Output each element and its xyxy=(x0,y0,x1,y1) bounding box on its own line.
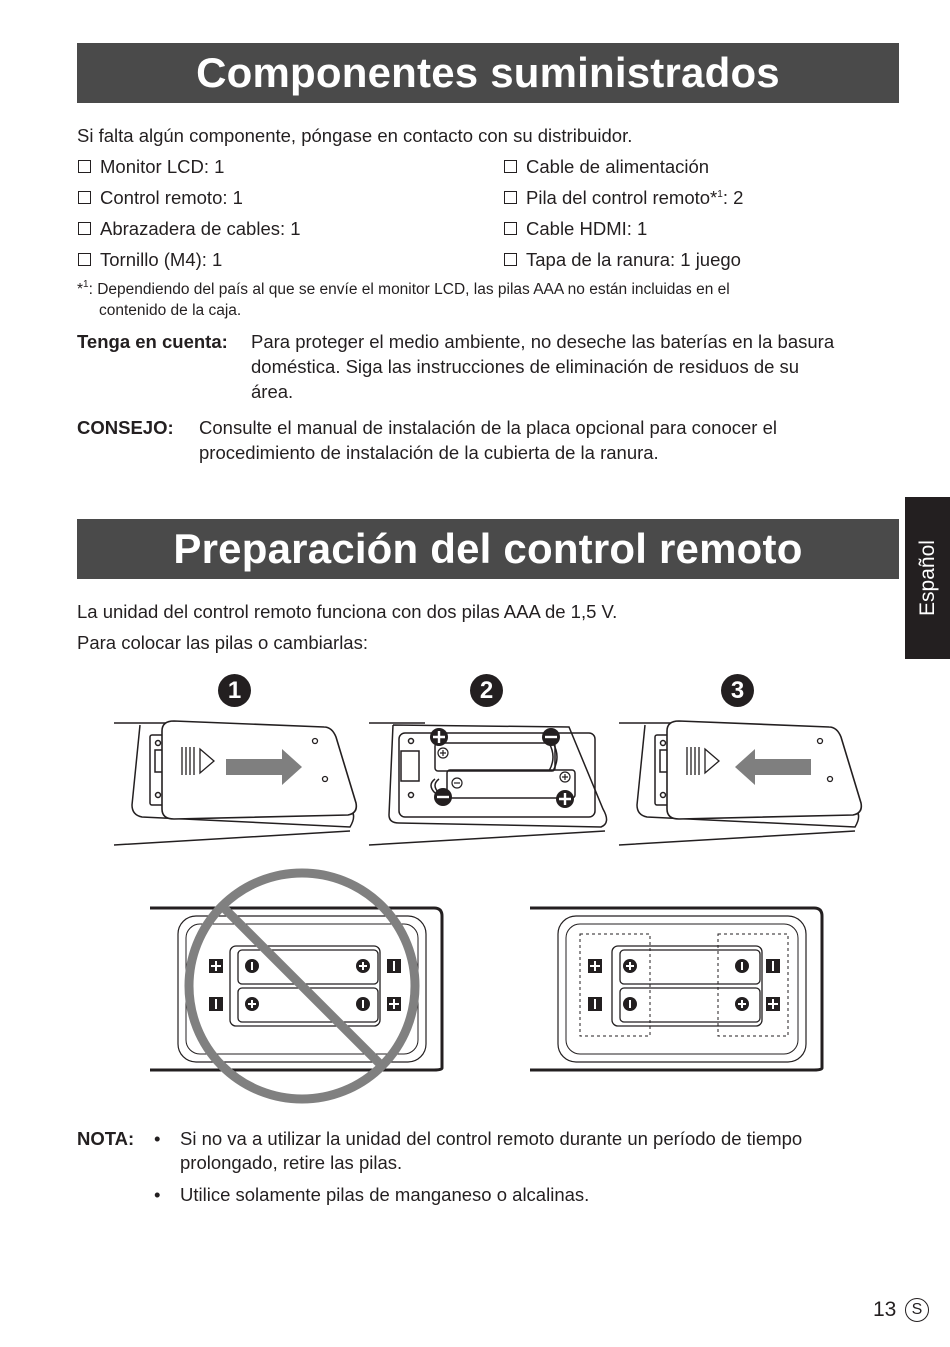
step-number-badge: 2 xyxy=(470,674,503,707)
checkbox-icon xyxy=(78,160,91,173)
bullet: • xyxy=(154,1128,161,1149)
checkbox-icon xyxy=(504,253,517,266)
step1-remove-cover-illustration xyxy=(110,715,360,855)
component-item: Monitor LCD: 1 xyxy=(78,155,224,179)
tip-text-line: procedimiento de instalación de la cubierta de la ranura. xyxy=(199,442,659,463)
note-label: Tenga en cuenta: xyxy=(77,331,228,352)
footnote: *$^1$: Dependiendo del país al que se envíe el monitor LCD, las pilas AAA no están incluidas en el xyxy=(77,279,730,298)
note-text-line: Para proteger el medio ambiente, no deseche las baterías en la basura xyxy=(251,331,835,352)
correct-battery-orientation-illustration xyxy=(530,868,830,1108)
section-title-remote: Preparación del control remoto xyxy=(77,519,899,579)
page-suffix-badge: S xyxy=(905,1298,929,1322)
tip-label: CONSEJO: xyxy=(77,417,174,438)
component-item: Cable de alimentación xyxy=(504,155,709,179)
checkbox-icon xyxy=(504,191,517,204)
checkbox-icon xyxy=(504,222,517,235)
component-item: Tapa de la ranura: 1 juego xyxy=(504,248,741,272)
checkbox-icon xyxy=(78,222,91,235)
nota-text-line: Si no va a utilizar la unidad del control remoto durante un período de tiempo xyxy=(180,1128,803,1149)
checkbox-icon xyxy=(78,253,91,266)
checkbox-icon xyxy=(78,191,91,204)
minus-terminal-icon xyxy=(542,728,560,746)
component-item: Control remoto: 1 xyxy=(78,186,243,210)
page-number: 13 xyxy=(873,1298,897,1321)
plus-terminal-icon xyxy=(430,728,448,746)
bullet: • xyxy=(154,1184,161,1205)
note-text-line: doméstica. Siga las instrucciones de eliminación de residuos de su xyxy=(251,356,800,377)
step-number-badge: 3 xyxy=(721,674,754,707)
step-number-badge: 1 xyxy=(218,674,251,707)
language-tab: Español xyxy=(905,497,950,659)
note-text-line: área. xyxy=(251,381,294,402)
nota-text-line: prolongado, retire las pilas. xyxy=(180,1152,403,1173)
tip-text-line: Consulte el manual de instalación de la placa opcional para conocer el xyxy=(199,417,777,438)
section-title-components: Componentes suministrados xyxy=(77,43,899,103)
components-intro: Si falta algún componente, póngase en contacto con su distribuidor. xyxy=(77,125,633,146)
checkbox-icon xyxy=(504,160,517,173)
nota-label: NOTA: xyxy=(77,1128,135,1149)
component-item: Tornillo (M4): 1 xyxy=(78,248,222,272)
nota-text-line: Utilice solamente pilas de manganeso o alcalinas. xyxy=(180,1184,590,1205)
step2-insert-batteries-illustration xyxy=(365,715,615,855)
remote-intro-line: La unidad del control remoto funciona con dos pilas AAA de 1,5 V. xyxy=(77,601,618,622)
footnote-continued: contenido de la caja. xyxy=(99,302,242,319)
incorrect-battery-orientation-illustration xyxy=(150,868,450,1108)
step3-replace-cover-illustration xyxy=(615,715,865,855)
component-item: Abrazadera de cables: 1 xyxy=(78,217,301,241)
plus-terminal-icon xyxy=(556,790,574,808)
component-item: Pila del control remoto*$^1$: 2 xyxy=(504,186,743,210)
minus-terminal-icon xyxy=(434,788,452,806)
component-item: Cable HDMI: 1 xyxy=(504,217,647,241)
remote-intro-line: Para colocar las pilas o cambiarlas: xyxy=(77,632,368,653)
